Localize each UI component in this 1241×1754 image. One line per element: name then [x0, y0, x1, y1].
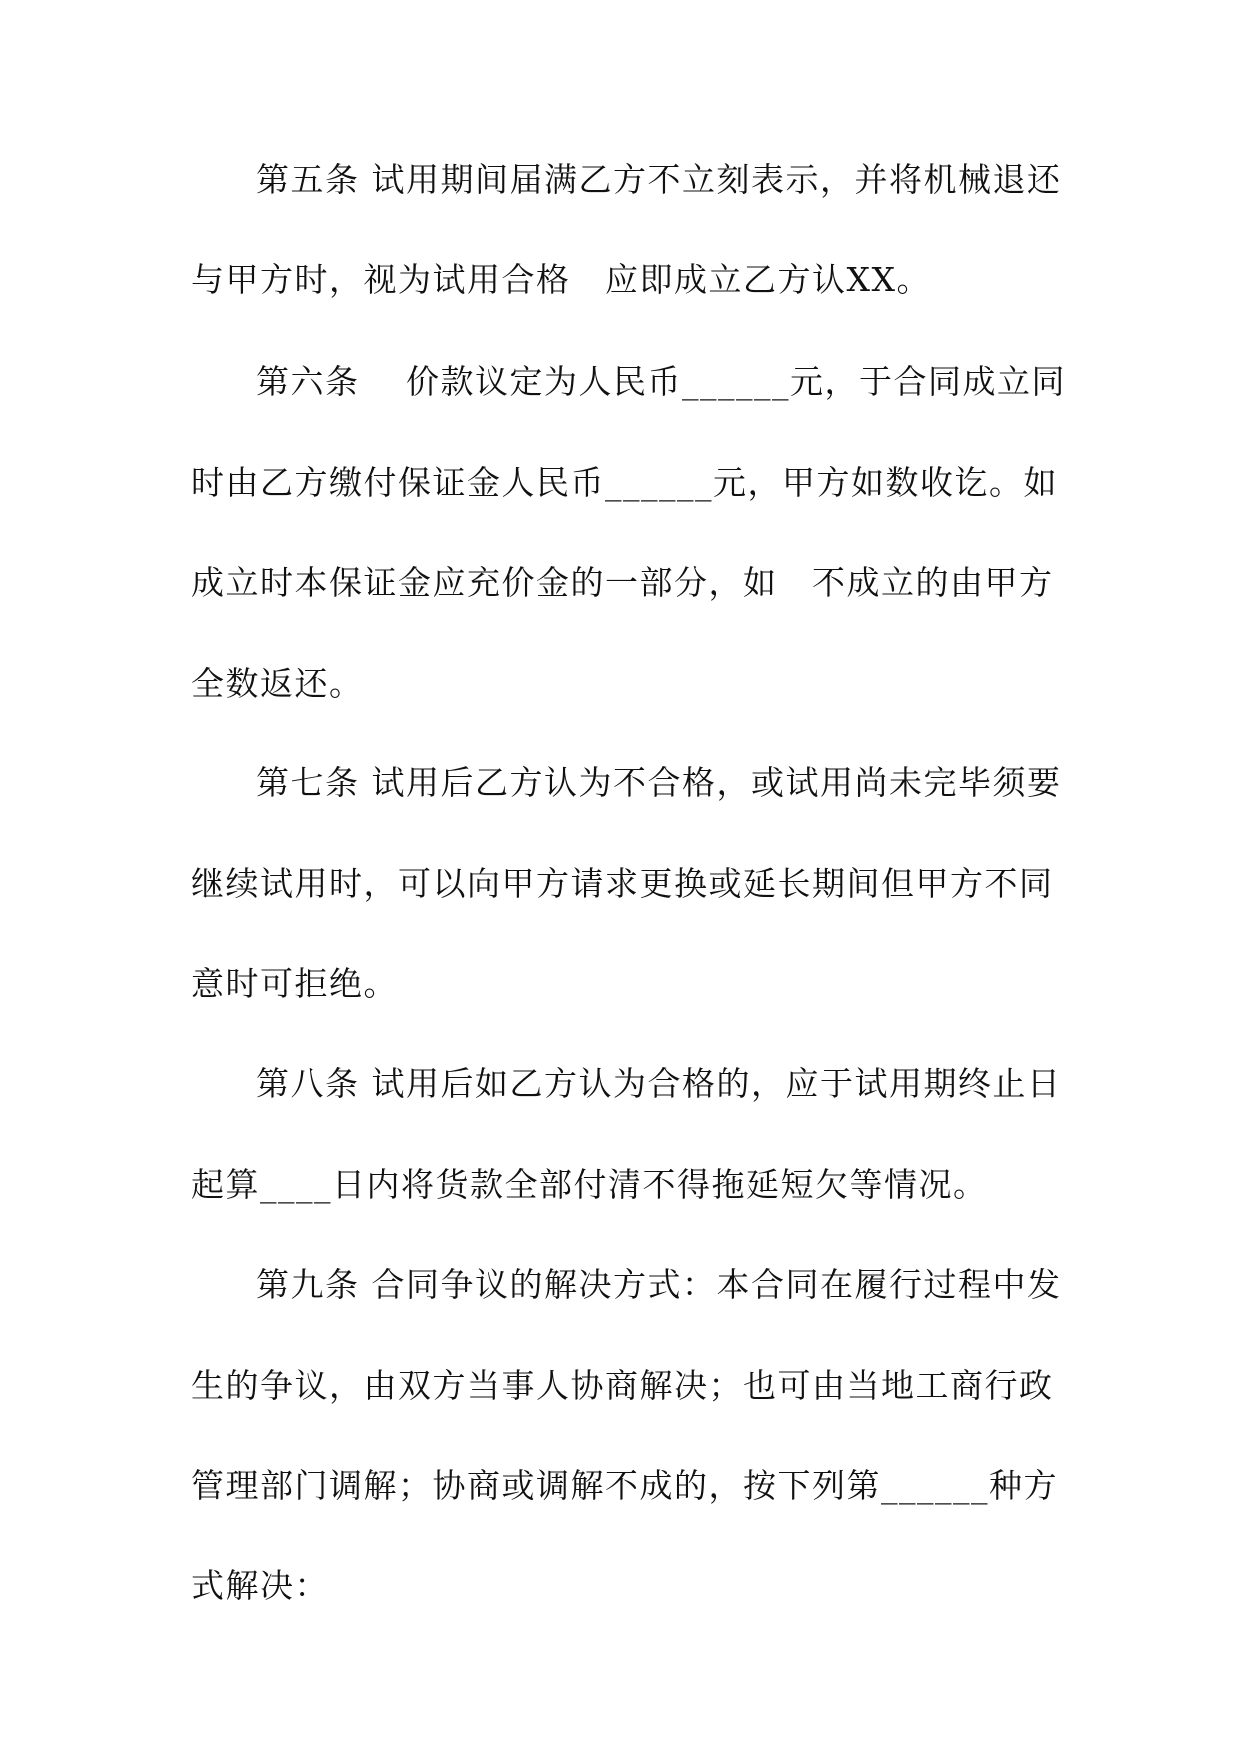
article-5-line-2: 与甲方时，视为试用合格 应即成立乙方认XX。: [191, 260, 931, 299]
article-7-line-2: 继续试用时，可以向甲方请求更换或延长期间但甲方不同: [191, 864, 1054, 903]
article-8-line-1: 第八条 试用后如乙方认为合格的，应于试用期终止日: [256, 1064, 1062, 1103]
article-8-line-2: 起算____日内将货款全部付清不得拖延短欠等情况。: [191, 1165, 988, 1204]
article-7-line-1: 第七条 试用后乙方认为不合格，或试用尚未完毕须要: [256, 763, 1062, 802]
article-6-line-4: 全数返还。: [191, 664, 364, 703]
article-9-line-2: 生的争议，由双方当事人协商解决；也可由当地工商行政: [191, 1366, 1054, 1405]
article-9-line-1: 第九条 合同争议的解决方式：本合同在履行过程中发: [256, 1265, 1062, 1304]
article-6-line-2: 时由乙方缴付保证金人民币______元，甲方如数收讫。如: [191, 463, 1058, 502]
article-7-line-3: 意时可拒绝。: [191, 964, 398, 1003]
article-9-line-4: 式解决：: [191, 1566, 329, 1605]
article-6-line-3: 成立时本保证金应充价金的一部分，如 不成立的由甲方: [191, 563, 1054, 602]
article-9-line-3: 管理部门调解；协商或调解不成的，按下列第______种方: [191, 1466, 1058, 1505]
article-5-line-1: 第五条 试用期间届满乙方不立刻表示，并将机械退还: [256, 160, 1062, 199]
article-6-line-1: 第六条 价款议定为人民币______元，于合同成立同: [256, 362, 1066, 401]
